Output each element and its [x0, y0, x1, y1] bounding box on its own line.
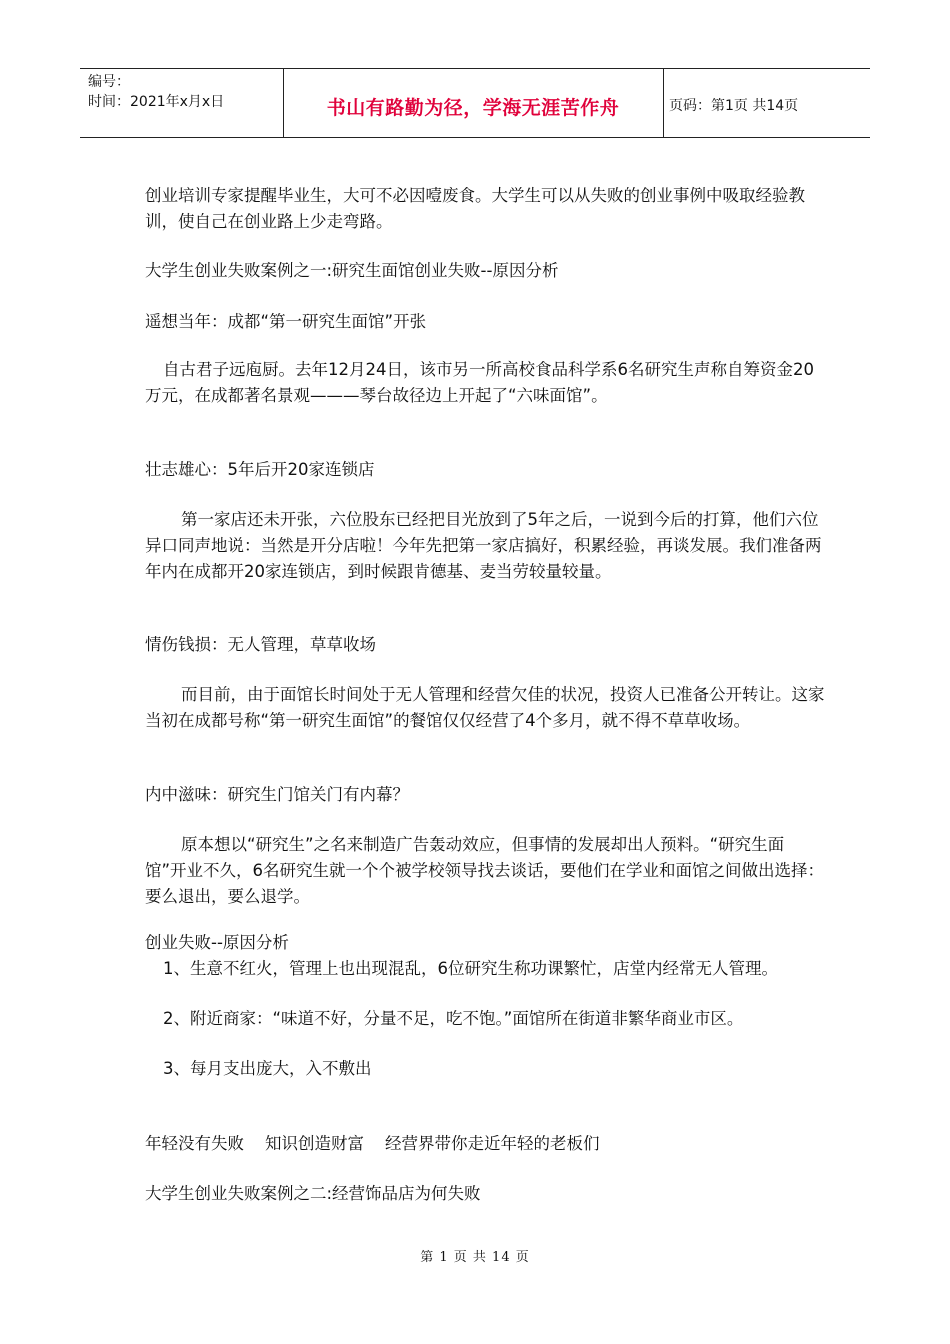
section1-paragraph: 自古君子远庖厨。去年12月24日，该市另一所高校食品科学系6名研究生声称自筹资金20万元，在成都著名景观———琴台故径边上开起了“六味面馆”。	[145, 360, 814, 405]
document-number-label: 编号：	[88, 74, 130, 90]
header-motto: 书山有路勤为径，学海无涯苦作舟	[326, 97, 620, 119]
section3-heading: 情伤钱损：无人管理，草草收场	[145, 635, 376, 654]
analysis-heading: 创业失败--原因分析	[145, 933, 289, 952]
document-time-label: 时间：2021年x月x日	[88, 94, 225, 110]
slogan-line: 年轻没有失败 知识创造财富 经营界带你走近年轻的老板们	[145, 1134, 600, 1153]
analysis-item-2: 2、附近商家：“味道不好，分量不足，吃不饱。”面馆所在街道非繁华商业市区。	[163, 1009, 744, 1028]
page-header	[80, 68, 870, 138]
section1-heading: 遥想当年：成都“第一研究生面馆”开张	[145, 312, 427, 331]
case1-title: 大学生创业失败案例之一:研究生面馆创业失败--原因分析	[145, 261, 559, 280]
header-page-number: 页码：第1页 共14页	[669, 98, 799, 114]
section3-paragraph: 而目前，由于面馆长时间处于无人管理和经营欠佳的状况，投资人已准备公开转让。这家当初在成都号称“第一研究生面馆”的餐馆仅仅经营了4个多月，就不得不草草收场。	[145, 685, 825, 730]
section4-paragraph: 原本想以“研究生”之名来制造广告轰动效应，但事情的发展却出人预料。“研究生面馆”开业不久，6名研究生就一个个被学校领导找去谈话，要他们在学业和面馆之间做出选择：要么退出，要么退学。	[145, 835, 825, 906]
section2-paragraph: 第一家店还未开张，六位股东已经把目光放到了5年之后，一说到今后的打算，他们六位异口同声地说：当然是开分店啦！今年先把第一家店搞好，积累经验，再谈发展。我们准备两年内在成都开20家连锁店，到时候跟肯德基、麦当劳较量较量。	[145, 510, 822, 581]
header-motto-cell	[283, 69, 664, 137]
intro-paragraph: 创业培训专家提醒毕业生，大可不必因噎废食。大学生可以从失败的创业事例中吸取经验教训，使自己在创业路上少走弯路。	[145, 186, 805, 231]
analysis-item-1: 1、生意不红火，管理上也出现混乱，6位研究生称功课繁忙，店堂内经常无人管理。	[163, 959, 778, 978]
analysis-item-3: 3、每月支出庞大，入不敷出	[163, 1059, 372, 1078]
section4-heading: 内中滋味：研究生门馆关门有内幕？	[145, 785, 409, 804]
page-footer: 第 1 页 共 14 页	[420, 1250, 530, 1265]
header-page-cell	[663, 69, 870, 137]
section2-heading: 壮志雄心：5年后开20家连锁店	[145, 460, 375, 479]
case2-title: 大学生创业失败案例之二:经营饰品店为何失败	[145, 1184, 481, 1203]
header-info-cell	[80, 69, 284, 137]
